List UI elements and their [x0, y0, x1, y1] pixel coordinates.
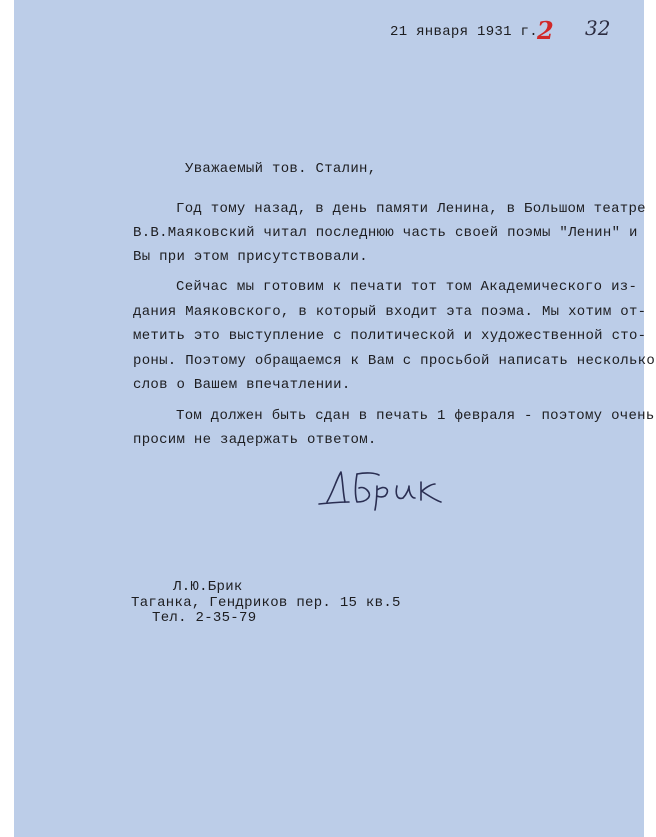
- body-line-8: слов о Вашем впечатлении.: [133, 377, 351, 393]
- body-line-4: Сейчас мы готовим к печати тот том Академического из-: [176, 279, 638, 295]
- body-line-1: Год тому назад, в день памяти Ленина, в Большом театре: [176, 201, 646, 217]
- sender-phone: Тел. 2-35-79: [152, 610, 257, 626]
- body-line-7: роны. Поэтому обращаемся к Вам с просьбой написать несколько: [133, 353, 656, 369]
- sender-name: Л.Ю.Брик: [173, 579, 243, 595]
- body-line-2: В.В.Маяковский читал последнюю часть своей поэмы "Ленин" и: [133, 225, 638, 241]
- archive-number: 32: [585, 16, 611, 40]
- body-line-6: метить это выступление с политической и художественной сто-: [133, 328, 647, 344]
- body-line-5: дания Маяковского, в который входит эта поэма. Мы хотим от-: [133, 304, 647, 320]
- salutation: Уважаемый тов. Сталин,: [185, 161, 377, 177]
- letter-date: 21 января 1931 г.: [390, 24, 538, 40]
- body-line-3: Вы при этом присутствовали.: [133, 249, 368, 265]
- body-line-9: Том должен быть сдан в печать 1 февраля - поэтому очень: [176, 408, 655, 424]
- scan-margin-left: [0, 0, 14, 837]
- sender-address: Таганка, Гендриков пер. 15 кв.5: [131, 595, 401, 611]
- handwritten-signature: [315, 462, 465, 517]
- page-number-red: 2: [537, 16, 554, 45]
- body-line-10: просим не задержать ответом.: [133, 432, 377, 448]
